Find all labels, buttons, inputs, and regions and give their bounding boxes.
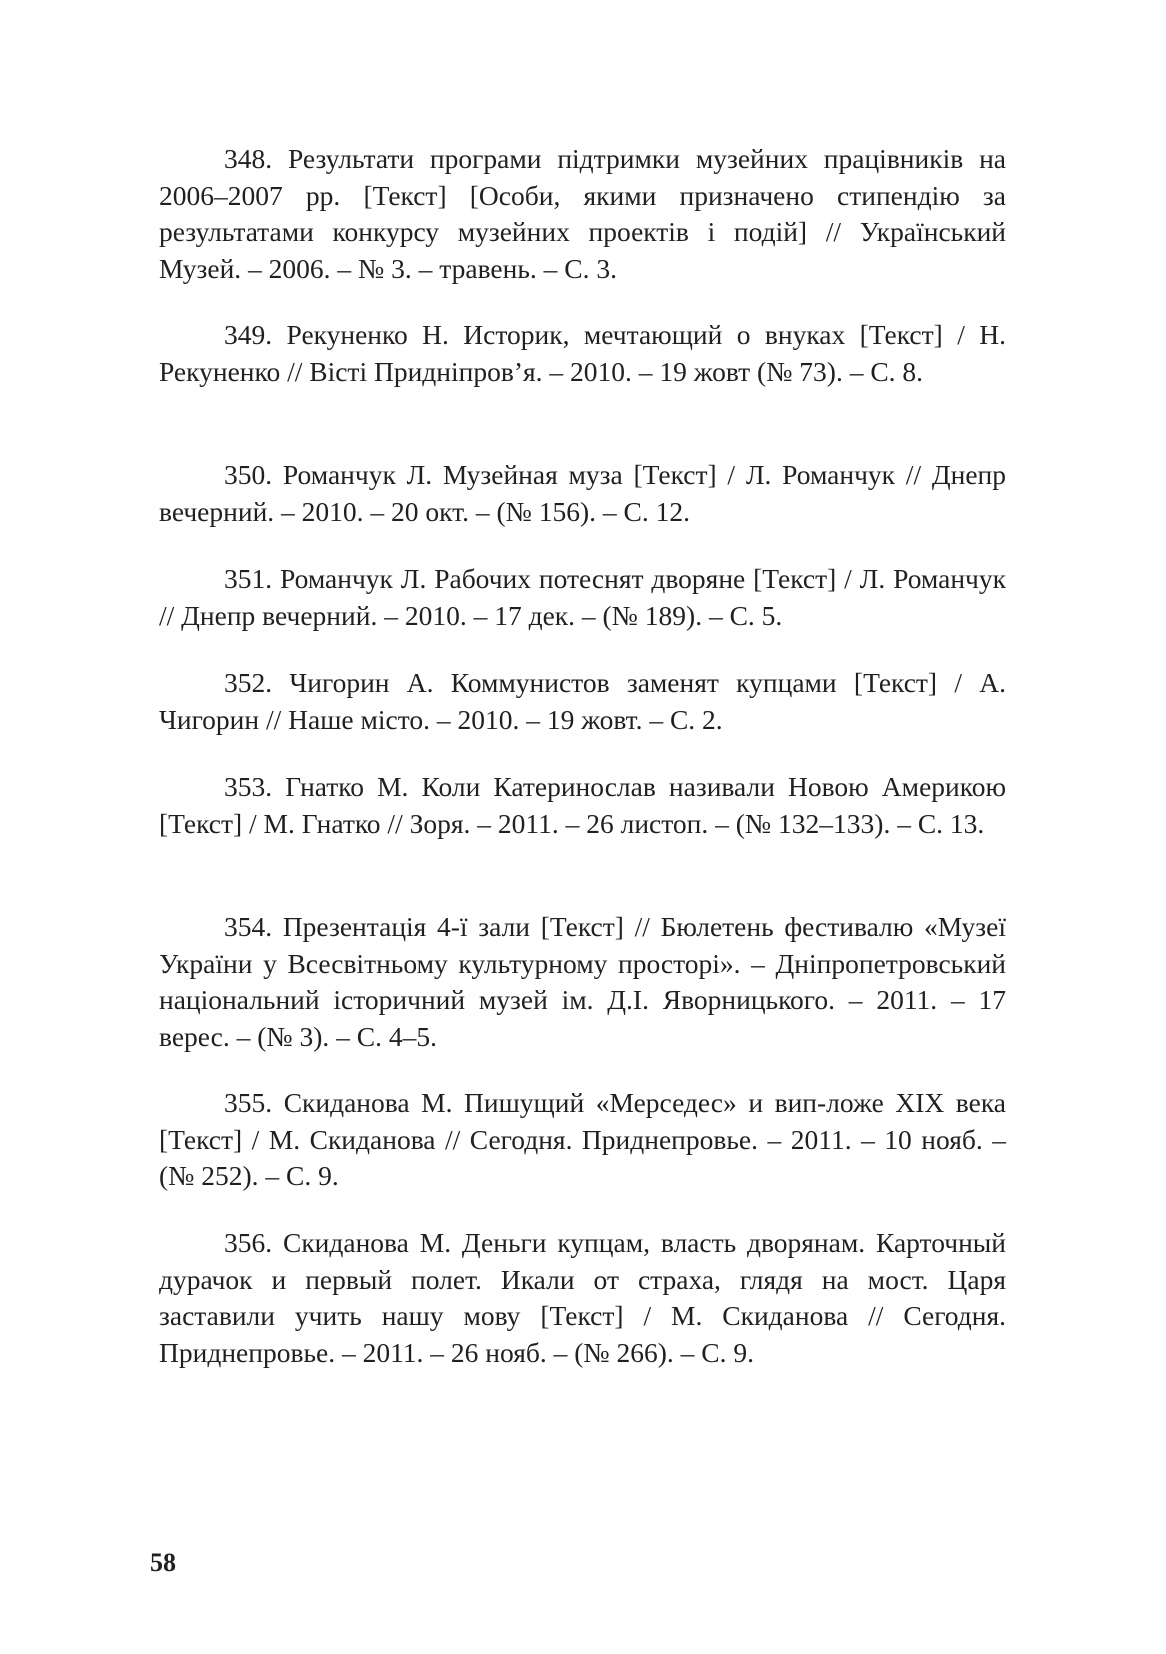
bibliography-entry-356: 356. Скиданова М. Деньги купцам, власть дворянам. Карточный дурачок и первый полет. Икали от страха, глядя на мост. Царя заставили учить нашу мову [Текст] / М. Скиданова // Сегодня. Приднепровье. – 2011. – 26 нояб. – (№ 266). – С. 9. [159,1227,1006,1368]
bibliography-entry-349: 349. Рекуненко Н. Историк, мечтающий о внуках [Текст] / Н. Рекуненко // Вісті Придніпров’я. – 2010. – 19 жовт (№ 73). – С. 8. [159,319,1006,387]
page-number: 58 [150,1548,176,1577]
bibliography-entry-354: 354. Презентація 4-ї зали [Текст] // Бюлетень фестивалю «Музеї України у Всесвітньому культурному просторі». – Дніпропетровський національний історичний музей ім. Д.І. Яворницького. – 2011. – 17 верес. – (№ 3). – С. 4–5. [159,911,1006,1052]
bibliography-entry-348: 348. Результати програми підтримки музейних працівників на 2006–2007 рр. [Текст] [Особи, якими призначено стипендію за результатами конкурсу музейних проектів і подій] // Український Музей. – 2006. – № 3. – травень. – С. 3. [159,143,1006,284]
bibliography-entry-352: 352. Чигорин А. Коммунистов заменят купцами [Текст] / А. Чигорин // Наше місто. – 2010. – 19 жовт. – С. 2. [159,667,1006,735]
bibliography-entry-351: 351. Романчук Л. Рабочих потеснят дворяне [Текст] / Л. Романчук // Днепр вечерний. – 2010. – 17 дек. – (№ 189). – С. 5. [159,563,1006,631]
bibliography-entry-355: 355. Скиданова М. Пишущий «Мерседес» и вип-ложе XIX века [Текст] / М. Скиданова // Сегодня. Приднепровье. – 2011. – 10 нояб. – (№ 252). – С. 9. [159,1087,1006,1191]
bibliography-entry-350: 350. Романчук Л. Музейная муза [Текст] / Л. Романчук // Днепр вечерний. – 2010. – 20 окт. – (№ 156). – С. 12. [159,459,1006,527]
bibliography-entry-353: 353. Гнатко М. Коли Катеринослав називали Новою Америкою [Текст] / М. Гнатко // Зоря. – 2011. – 26 листоп. – (№ 132–133). – С. 13. [159,771,1006,839]
